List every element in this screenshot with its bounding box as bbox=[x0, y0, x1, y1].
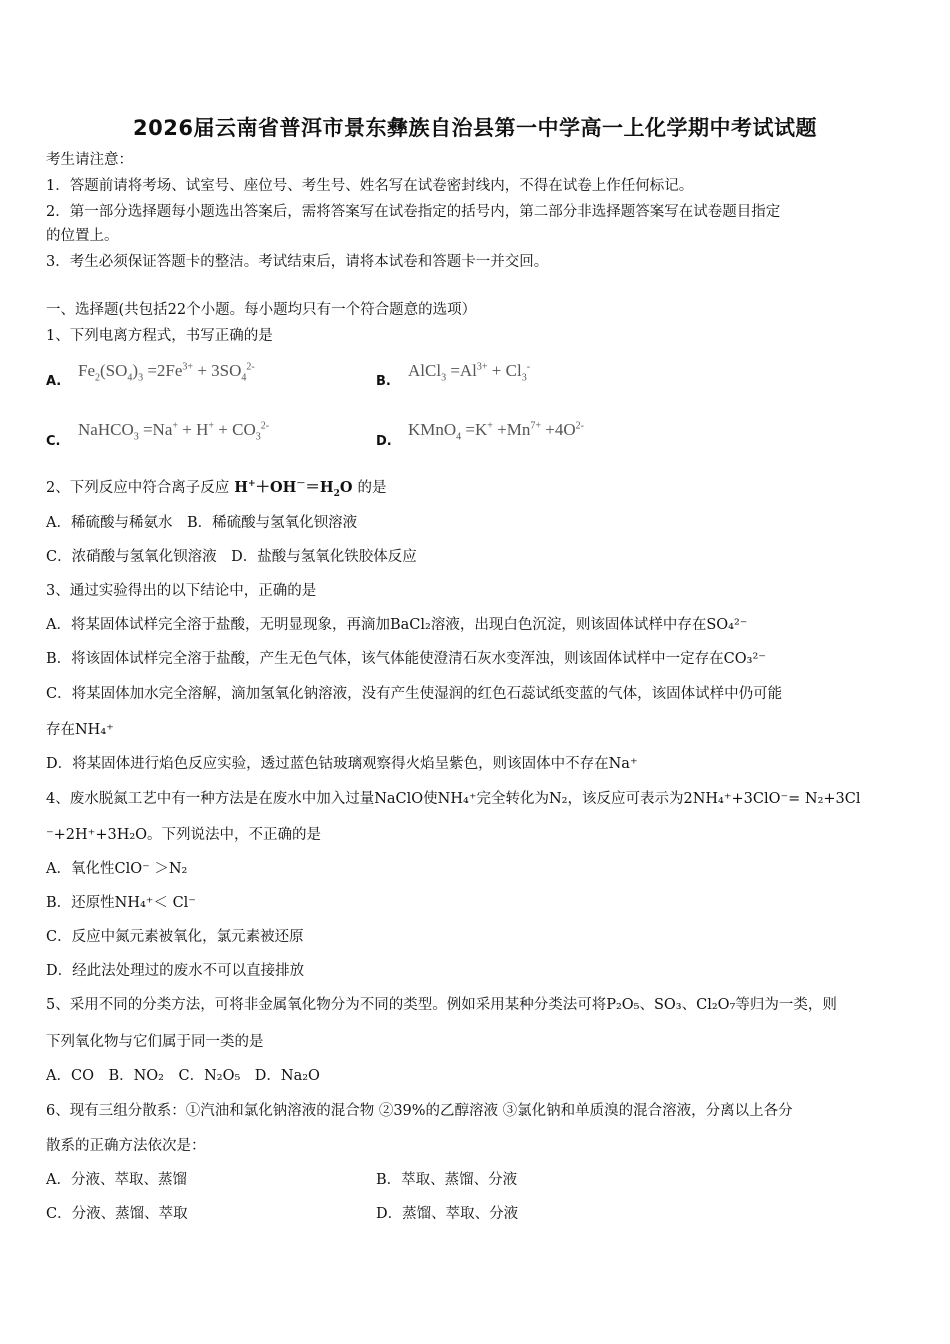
q3-option-d: D．将某固体进行焰色反应实验，透过蓝色钴玻璃观察得火焰呈紫色，则该固体中不存在Na⁺ bbox=[46, 756, 638, 772]
notice-item-1: 1．答题前请将考场、试室号、座位号、考生号、姓名写在试卷密封线内，不得在试卷上作任何标记。 bbox=[46, 178, 694, 194]
q1-option-a-label: A. bbox=[46, 374, 62, 389]
q6-option-b: B．萃取、蒸馏、分液 bbox=[376, 1172, 518, 1188]
q3-option-b: B．将该固体试样完全溶于盐酸，产生无色气体，该气体能使澄清石灰水变浑浊，则该固体试样中一定存在CO₃²⁻ bbox=[46, 651, 766, 667]
q1-stem: 1、下列电离方程式，书写正确的是 bbox=[46, 328, 273, 344]
q2-stem-post: 的是 bbox=[357, 480, 387, 496]
q3-stem: 3、通过实验得出的以下结论中，正确的是 bbox=[46, 583, 317, 599]
q5-options: A．CO B．NO₂ C．N₂O₅ D．Na₂O bbox=[46, 1068, 320, 1084]
notice-item-2b: 的位置上。 bbox=[46, 228, 119, 244]
q1-option-b-label: B. bbox=[376, 374, 391, 389]
q6-stem-line1: 6、现有三组分散系：①汽油和氯化钠溶液的混合物 ②39%的乙醇溶液 ③氯化钠和单质溴的混合溶液，分离以上各分 bbox=[46, 1103, 793, 1119]
notice-heading: 考生请注意： bbox=[46, 152, 133, 168]
q3-option-c-line2: 存在NH₄⁺ bbox=[46, 722, 114, 738]
q6-option-a: A．分液、萃取、蒸馏 bbox=[46, 1172, 187, 1188]
q1-option-b-formula: AlCl$_3$ $=Al^{3+} + Cl_3^-$ bbox=[408, 361, 531, 384]
q1-option-c-label: C. bbox=[46, 434, 61, 449]
q2-stem-pre: 2、下列反应中符合离子反应 bbox=[46, 480, 230, 496]
q1-option-d-formula: KMnO$_4$ $=K^+ +Mn^{7+} +4O^{2-}$ bbox=[408, 420, 584, 443]
q4-stem-line2: ⁻+2H⁺+3H₂O。下列说法中，不正确的是 bbox=[46, 827, 322, 843]
q4-option-d: D．经此法处理过的废水不可以直接排放 bbox=[46, 963, 305, 979]
q6-option-c: C．分液、蒸馏、萃取 bbox=[46, 1206, 188, 1222]
q4-option-c: C．反应中氮元素被氧化，氯元素被还原 bbox=[46, 929, 304, 945]
q5-stem-line1: 5、采用不同的分类方法，可将非金属氧化物分为不同的类型。例如采用某种分类法可将P₂O₅、SO₃、Cl₂O₇等归为一类，则 bbox=[46, 997, 837, 1013]
section-heading: 一、选择题(共包括22个小题。每小题均只有一个符合题意的选项） bbox=[46, 302, 477, 318]
q4-option-a: A．氧化性ClO⁻ ＞N₂ bbox=[46, 861, 188, 877]
q1-option-c-formula: NaHCO$_3$ $=Na^+ + H^+ + CO_3^{2-}$ bbox=[78, 420, 270, 443]
q3-option-a: A．将某固体试样完全溶于盐酸，无明显现象，再滴加BaCl₂溶液，出现白色沉淀，则该固体试样中存在SO₄²⁻ bbox=[46, 617, 748, 633]
q1-option-a-formula: $Fe_2(SO_4)_3 =2Fe^{3+} + 3SO_4^{2-}$ bbox=[78, 361, 255, 384]
q5-stem-line2: 下列氧化物与它们属于同一类的是 bbox=[46, 1034, 264, 1050]
q2-ionic-equation: $H^++OH^-=H_2O$ bbox=[229, 479, 358, 499]
q3-option-c-line1: C．将某固体加水完全溶解，滴加氢氧化钠溶液，没有产生使湿润的红色石蕊试纸变蓝的气体，该固体试样中仍可能 bbox=[46, 686, 783, 702]
q4-stem-line1: 4、废水脱氮工艺中有一种方法是在废水中加入过量NaClO使NH₄⁺完全转化为N₂，该反应可表示为2NH₄⁺+3ClO⁻= N₂+3Cl bbox=[46, 791, 861, 807]
q2-options-cd: C．浓硝酸与氢氧化钡溶液 D．盐酸与氢氧化铁胶体反应 bbox=[46, 549, 417, 565]
page-title: 2026届云南省普洱市景东彝族自治县第一中学高一上化学期中考试试题 bbox=[133, 116, 817, 140]
q6-option-d: D．蒸馏、萃取、分液 bbox=[376, 1206, 519, 1222]
q2-options-ab: A．稀硫酸与稀氨水 B．稀硫酸与氢氧化钡溶液 bbox=[46, 515, 358, 531]
notice-item-2a: 2．第一部分选择题每小题选出答案后，需将答案写在试卷指定的括号内，第二部分非选择题答案写在试卷题目指定 bbox=[46, 204, 781, 220]
notice-item-3: 3．考生必须保证答题卡的整洁。考试结束后，请将本试卷和答题卡一并交回。 bbox=[46, 254, 549, 270]
q2-stem bbox=[46, 478, 906, 498]
q4-option-b: B．还原性NH₄⁺＜ Cl⁻ bbox=[46, 895, 196, 911]
q1-option-d-label: D. bbox=[376, 434, 392, 449]
q6-stem-line2: 散系的正确方法依次是： bbox=[46, 1138, 206, 1154]
